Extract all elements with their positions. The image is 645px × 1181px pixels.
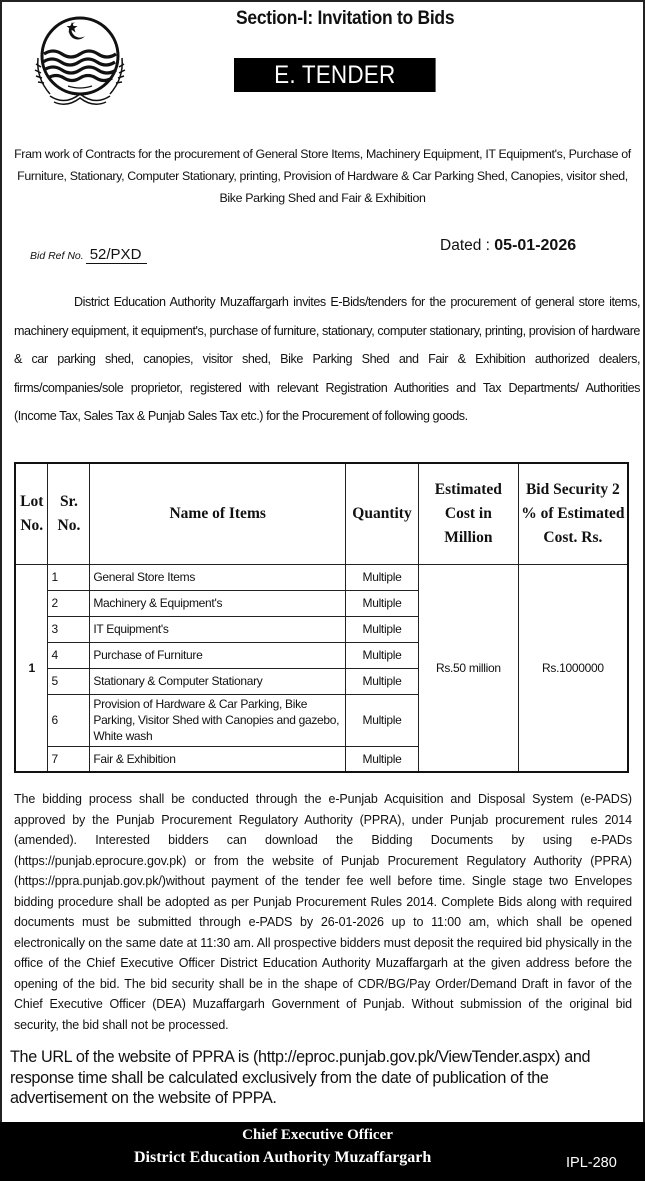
section-title: Section-I: Invitation to Bids bbox=[236, 8, 455, 29]
estimated-cost: Rs.50 million bbox=[418, 564, 518, 772]
item-quantity: Multiple bbox=[346, 694, 419, 746]
intro-paragraph: District Education Authority Muzaffargarh invites E-Bids/tenders for the procurement of general store items, machinery equipment, it equipment's, purchase of furniture, stationary, computer stationary, printing, provision of hardware & car parking shed, canopies, visitor shed, Bike Parking Shed and Fair & Exhibition authorized dealers, firms/companies/sole proprietor, registered with relevant Registration Authorities and Tax Departments/ Authorities (Income Tax, Sales Tax & Punjab Sales Tax etc.) for the Procurement of following goods. bbox=[14, 295, 640, 423]
item-name: Machinery & Equipment's bbox=[90, 590, 346, 616]
items-table bbox=[14, 462, 629, 773]
sr-number: 3 bbox=[48, 616, 90, 642]
bid-ref-value: 52/PXD bbox=[86, 246, 148, 264]
header-sr: Sr. No. bbox=[48, 463, 90, 564]
dated-label: Dated : bbox=[440, 237, 495, 254]
item-name: Stationary & Computer Stationary bbox=[90, 668, 346, 694]
item-name: Fair & Exhibition bbox=[90, 746, 346, 772]
bid-security: Rs.1000000 bbox=[518, 564, 628, 772]
punjab-emblem-icon bbox=[28, 8, 132, 112]
notice-date bbox=[440, 237, 576, 255]
sr-number: 2 bbox=[48, 590, 90, 616]
header-estimated-cost: Estimated Cost in Million bbox=[418, 463, 518, 564]
advertisement-code: IPL-280 bbox=[566, 1155, 617, 1171]
item-quantity: Multiple bbox=[346, 668, 419, 694]
sr-number: 5 bbox=[48, 668, 90, 694]
item-name: IT Equipment's bbox=[90, 616, 346, 642]
tender-notice-banner: E. TENDER NOTICE bbox=[234, 58, 436, 92]
item-name: Purchase of Furniture bbox=[90, 642, 346, 668]
sr-number: 1 bbox=[48, 564, 90, 590]
sr-number: 6 bbox=[48, 694, 90, 746]
table-header-row bbox=[15, 463, 628, 564]
dated-value: 05-01-2026 bbox=[494, 237, 577, 254]
item-quantity: Multiple bbox=[346, 642, 419, 668]
item-quantity: Multiple bbox=[346, 590, 419, 616]
signatory-title: Chief Executive Officer bbox=[242, 1127, 393, 1143]
header-bid-security: Bid Security 2 % of Estimated Cost. Rs. bbox=[518, 463, 628, 564]
bidding-process-paragraph: The bidding process shall be conducted through the e-Punjab Acquisition and Disposal System (e-PADS) approved by the Punjab Procurement Regulatory Authority (PPRA), under Punjab procurement rules 2014 (amended). Interested bidders can download the Bidding Documents by using e-PADs (https://punjab.eprocure.gov.pk) or from the website of Punjab Procurement Regulatory Authority (PPRA) (https://ppra.punjab.gov.pk/)without payment of the tender fee well before time. Single stage two Envelopes bidding procedure shall be adopted as per Punjab Procurement Rules 2014. Complete Bids along with required documents must be submitted through e-PADS by 26-01-2026 up to 11:00 am, which shall be opened electronically on the same date at 11:30 am. All prospective bidders must deposit the required bid physically in the office of the Chief Executive Officer District Education Authority Muzaffargarh at the given address before the opening of the bid. The bid security shall be in the shape of CDR/BG/Pay Order/Demand Draft in favor of the Chief Executive Officer (DEA) Muzaffargarh Government of Punjab. Without submission of the original bid security, the bid shall not be processed. bbox=[14, 792, 632, 1032]
header-name: Name of Items bbox=[90, 463, 346, 564]
item-quantity: Multiple bbox=[346, 746, 419, 772]
ppra-url-note: The URL of the website of PPRA is (http://eproc.punjab.gov.pk/ViewTender.aspx) and response time shall be calculated exclusively from the date of publication of the advertisement on the website of PPPA. bbox=[10, 1048, 591, 1107]
bid-reference bbox=[30, 246, 147, 263]
item-quantity: Multiple bbox=[346, 564, 419, 590]
framework-description: Fram work of Contracts for the procurement of General Store Items, Machinery Equipment, IT Equipment's, Purchase of Furniture, Stationary, Computer Stationary, printing, Provision of Hardware & Car Parking Shed, Canopies, visitor shed, Bike Parking Shed and Fair & Exhibition bbox=[14, 147, 631, 205]
item-quantity: Multiple bbox=[346, 616, 419, 642]
header-quantity: Quantity bbox=[346, 463, 419, 564]
lot-number: 1 bbox=[15, 564, 48, 772]
table-row bbox=[15, 564, 628, 590]
item-name: General Store Items bbox=[90, 564, 346, 590]
signatory-authority: District Education Authority Muzaffargarh bbox=[134, 1149, 432, 1166]
sr-number: 4 bbox=[48, 642, 90, 668]
header-lot: Lot No. bbox=[15, 463, 48, 564]
sr-number: 7 bbox=[48, 746, 90, 772]
bid-ref-label: Bid Ref No. bbox=[30, 250, 84, 262]
footer-signature bbox=[0, 1122, 645, 1181]
item-name: Provision of Hardware & Car Parking, Bike Parking, Visitor Shed with Canopies and gazebo, White wash bbox=[90, 694, 346, 746]
